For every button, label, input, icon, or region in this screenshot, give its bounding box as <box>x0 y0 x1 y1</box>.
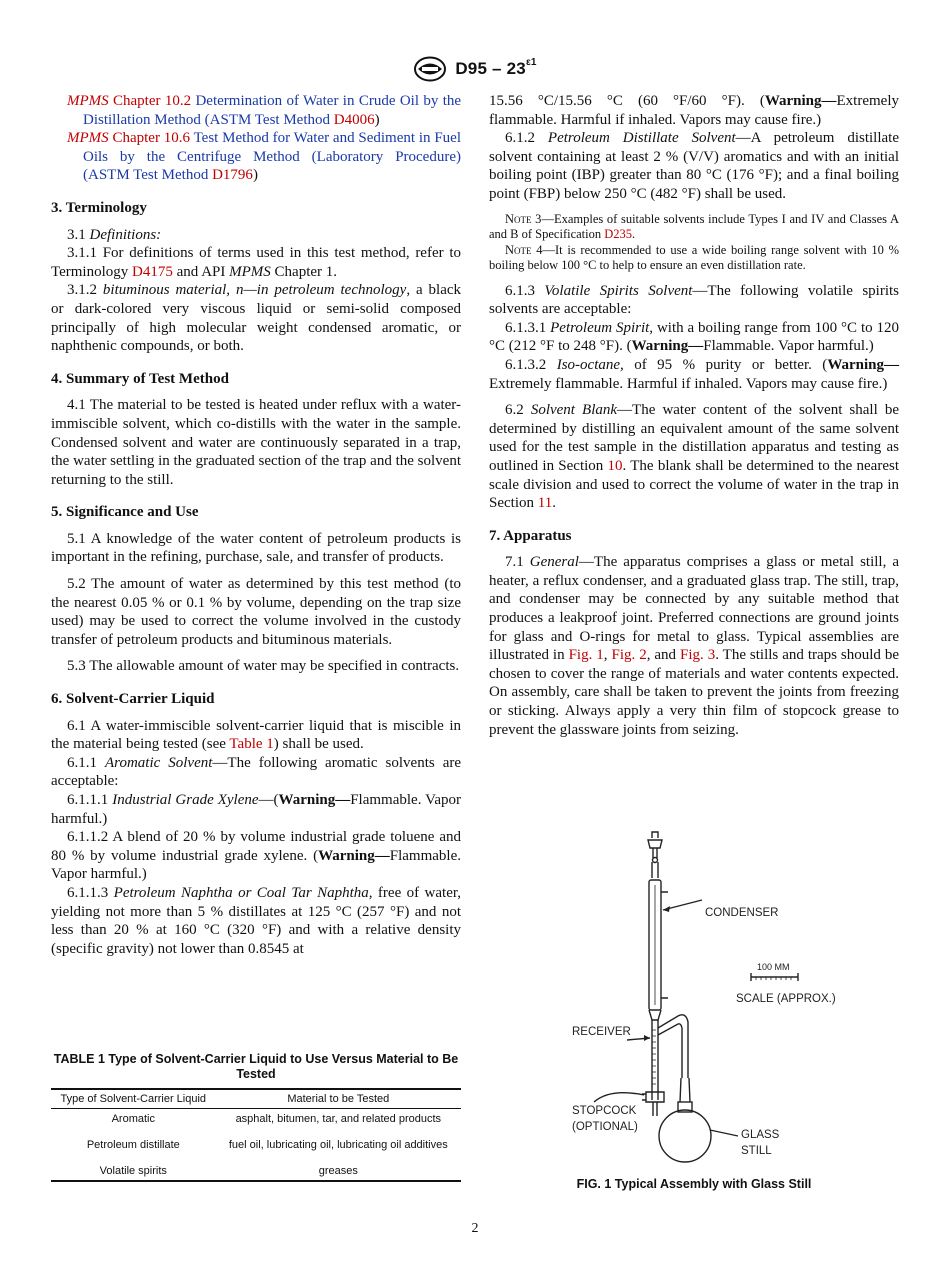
figure-1-glass-still-assembly <box>560 830 840 1170</box>
paragraph-6-1-3-1: 6.1.3.1 Petroleum Spirit, with a boiling range from 100 °C to 120 °C (212 °F to 248 °F). (Warning—Flammable. Vapor harmful.) <box>489 319 899 355</box>
table-row <box>51 1161 461 1181</box>
section-heading-solvent-carrier: 6. Solvent-Carrier Liquid <box>51 691 215 708</box>
table-cell: asphalt, bitumen, tar, and related products <box>235 1113 442 1125</box>
table-cell: Petroleum distillate <box>86 1139 180 1151</box>
paragraph-5-3: 5.3 The allowable amount of water may be specified in contracts. <box>67 658 460 675</box>
label-still: STILL <box>741 1145 772 1157</box>
link-d1796[interactable]: D1796 <box>212 167 253 184</box>
paragraph-3-1: 3.1 Definitions: <box>67 226 162 243</box>
label-stopcock-optional: (OPTIONAL) <box>572 1121 638 1133</box>
paragraph-6-1-3: 6.1.3 Volatile Spirits Solvent—The following volatile spirits solvents are acceptable: <box>489 282 899 318</box>
paragraph-6-1: 6.1 A water-immiscible solvent-carrier liquid that is miscible in the material being tested (see Table 1) shall be used. <box>51 717 461 753</box>
paragraph-7-1: 7.1 General—The apparatus comprises a glass or metal still, a heater, a reflux condenser, and a graduated glass trap. The still, trap, and condenser may be connected by any suitable method that produces a leakproof joint. Preferred connections are ground joints for glass and O-rings for metal to glass. Typical assemblies are illustrated in Fig. 1, Fig. 2, and Fig. 3. The stills and traps should be chosen to cover the range of materials and water contents expected. On assembly, care shall be taken to prevent the joints from freezing or sticking. Always apply a very thin film of stopcock grease to prevent the glassware joints from seizing. <box>489 554 900 738</box>
link-d4006[interactable]: D4006 <box>333 111 375 128</box>
paragraph-6-1-1-2: 6.1.1.2 A blend of 20 % by volume industrial grade toluene and 80 % by volume industrial grade xylene. (Warning—Flammable. Vapor harmful.) <box>51 829 461 883</box>
solvent-table <box>51 1088 461 1182</box>
label-stopcock: STOPCOCK <box>572 1105 637 1117</box>
paragraph-6-1-2: 6.1.2 Petroleum Distillate Solvent—A petroleum distillate solvent containing at least 2 % (V/V) aromatics and with an initial boiling point (IBP) greater than 80 °C (176 °F); and a final boiling point (FBP) below 250 °C (482 °F) shall be used. <box>489 130 899 202</box>
note-4: Note 4—It is recommended to use a wide boiling range solvent with 10 % boiling below 100 °C to help to ensure an even distillation rate. <box>489 242 899 273</box>
paragraph-6-2: 6.2 Solvent Blank—The water content of the solvent shall be determined by distilling an equivalent amount of the same solvent used for the test sample in the distillation apparatus and testing as outlined in Section 10. The blank shall be determined to the nearest scale division and used to correct the volume of water in the trap in Section 11. <box>489 402 900 512</box>
link-section-11[interactable]: 11 <box>537 495 553 512</box>
link-d4175[interactable]: D4175 <box>132 263 173 280</box>
reference-mpms-10-2: MPMS Chapter 10.2 Determination of Water in Crude Oil by the Distillation Method (ASTM Test Method D4006) <box>67 93 462 128</box>
astm-logo-icon <box>413 56 447 82</box>
paragraph-6-1-1-1: 6.1.1.1 Industrial Grade Xylene—(Warning—Flammable. Vapor harmful.) <box>51 792 461 827</box>
table-header-solvent: Type of Solvent-Carrier Liquid <box>60 1093 207 1105</box>
section-heading-apparatus: 7. Apparatus <box>489 527 572 544</box>
table-cell: fuel oil, lubricating oil, lubricating oil additives <box>228 1139 448 1151</box>
label-scale-length: 100 MM <box>757 962 790 972</box>
page-header <box>0 54 950 84</box>
link-fig-3[interactable]: Fig. 3 <box>680 647 716 664</box>
table-cell: greases <box>318 1165 358 1177</box>
page-number: 2 <box>471 1221 479 1236</box>
right-column <box>489 92 899 739</box>
link-table-1[interactable]: Table 1 <box>229 736 274 753</box>
paragraph-6-1-1: 6.1.1 Aromatic Solvent—The following aromatic solvents are acceptable: <box>51 754 462 790</box>
link-fig-1[interactable]: Fig. 1 <box>568 647 604 664</box>
paragraph-6-1-1-3-continued: 15.56 °C/15.56 °C (60 °F/60 °F). (Warning—Extremely flammable. Harmful if inhaled. Vapors may cause fire.) <box>489 93 899 128</box>
paragraph-3-1-2: 3.1.2 bituminous material, n—in petroleum technology, a black or dark-colored very viscous liquid or semi-solid composed principally of high molecular weight condensed aromatic, or naphthenic compounds, or both. <box>51 282 462 355</box>
paragraph-6-1-3-2: 6.1.3.2 Iso-octane, of 95 % purity or better. (Warning—Extremely flammable. Harmful if inhaled. Vapors may cause fire.) <box>489 356 899 392</box>
section-heading-significance: 5. Significance and Use <box>51 504 199 521</box>
link-section-10[interactable]: 10 <box>607 457 623 474</box>
note-3: Note 3—Examples of suitable solvents include Types I and IV and Classes A and B of Specification D235. <box>489 211 900 242</box>
standard-designation: $D95 - 23^{\varepsilon 1}$ <box>455 57 537 78</box>
table-row <box>51 1109 461 1136</box>
section-heading-terminology: 3. Terminology <box>51 199 147 216</box>
paragraph-5-2: 5.2 The amount of water as determined by this test method (to the nearest 0.05 % or 0.1 % by volume, depending on the trap size used) may be used to correct the volume involved in the custody transfer of petroleum products and bituminous materials. <box>51 576 461 648</box>
paragraph-3-1-1: 3.1.1 For definitions of terms used in this test method, refer to Terminology D4175 and API MPMS Chapter 1. <box>51 245 461 280</box>
label-receiver: RECEIVER <box>572 1026 631 1038</box>
label-condenser: CONDENSER <box>705 907 779 919</box>
table-cell: Volatile spirits <box>99 1165 167 1177</box>
label-glass: GLASS <box>741 1129 780 1141</box>
label-scale: SCALE (APPROX.) <box>736 993 836 1005</box>
table-header-material: Material to be Tested <box>287 1093 390 1105</box>
paragraph-5-1: 5.1 A knowledge of the water content of petroleum products is important in the refining, purchase, sale, and transfer of products. <box>51 530 461 566</box>
figure-1-caption: FIG. 1 Typical Assembly with Glass Still <box>576 1177 812 1191</box>
section-heading-summary: 4. Summary of Test Method <box>51 370 229 387</box>
table-cell: Aromatic <box>111 1113 155 1125</box>
reference-mpms-10-6: MPMS Chapter 10.6 Test Method for Water and Sediment in Fuel Oils by the Centrifuge Method (Laboratory Procedure) (ASTM Test Method D1796) <box>67 130 461 184</box>
table-title: TABLE 1 Type of Solvent-Carrier Liquid to Use Versus Material to Be Tested <box>53 1052 459 1081</box>
link-fig-2[interactable]: Fig. 2 <box>611 647 647 664</box>
table-row <box>51 1135 461 1161</box>
link-d235[interactable]: D235 <box>604 227 633 242</box>
paragraph-4-1: 4.1 The material to be tested is heated under reflux with a water-immiscible solvent, which co-distills with the water in the sample. Condensed solvent and water are continuously separated in a trap, the water settling in the graduated section of the trap and the solvent returning to the still. <box>51 397 461 488</box>
table-1 <box>51 1052 461 1182</box>
paragraph-6-1-1-3: 6.1.1.3 Petroleum Naphtha or Coal Tar Naphtha, free of water, yielding not more than 5 % distillates at 125 °C (257 °F) and not less than 20 % at 160 °C (320 °F) and with a relative density (specific gravity) not lower than 0.8545 at <box>51 884 461 957</box>
left-column <box>51 92 461 958</box>
